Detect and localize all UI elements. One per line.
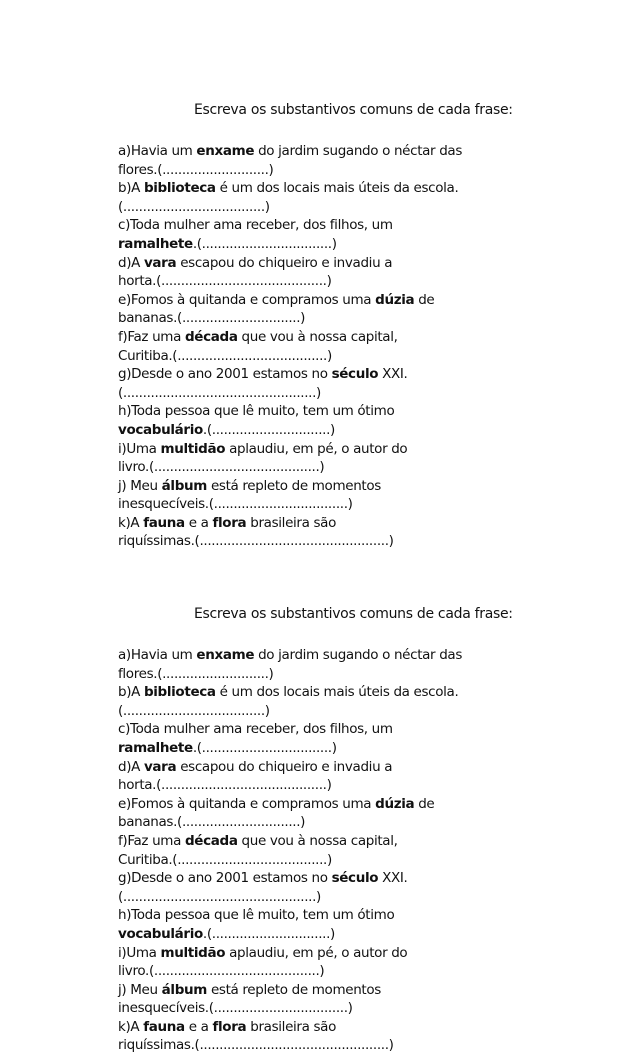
line-text: do jardim sugando o néctar das: [254, 143, 463, 159]
exercise-block-2: [118, 604, 538, 1054]
exercise-line: [118, 477, 538, 496]
line-text: do jardim sugando o néctar das: [254, 647, 463, 663]
exercise-line: [118, 888, 538, 907]
exercise-line: [118, 161, 538, 180]
exercise-title: Escreva os substantivos comuns de cada frase:: [194, 606, 513, 622]
highlighted-word: século: [331, 870, 379, 887]
line-text: b)A: [118, 684, 144, 701]
exercise-line: [118, 776, 538, 795]
highlighted-word: década: [184, 832, 238, 849]
exercise-line: [118, 216, 538, 235]
line-text: (....................................): [118, 198, 270, 215]
exercise-line: [118, 142, 538, 161]
line-text: escapou do chiqueiro e invadiu a: [176, 758, 393, 775]
line-text: brasileira são: [246, 514, 337, 531]
exercise-line: [118, 384, 538, 403]
line-text: é um dos locais mais úteis da escola.: [215, 180, 459, 197]
line-text: a)Havia um: [118, 647, 197, 663]
exercise-block-1: [118, 100, 538, 551]
highlighted-word: álbum: [161, 981, 208, 998]
exercise-line: [118, 272, 538, 291]
highlighted-word: biblioteca: [143, 684, 216, 701]
highlighted-word: ramalhete: [118, 739, 193, 756]
line-text: de: [414, 795, 435, 812]
line-text: .(.................................): [192, 235, 337, 252]
line-text: XXI.: [378, 366, 408, 383]
line-text: h)Toda pessoa que lê muito, tem um ótimo: [118, 403, 395, 420]
line-text: d)A: [118, 758, 144, 775]
exercise-line: [118, 402, 538, 421]
line-text: livro.(..........................................): [118, 963, 325, 980]
exercise-line: [118, 440, 538, 459]
line-text: flores.(...........................): [118, 665, 274, 682]
exercise-line: [118, 421, 538, 440]
exercise-line: [118, 328, 538, 347]
exercise-line: [118, 309, 538, 328]
line-text: c)Toda mulher ama receber, dos filhos, um: [118, 721, 393, 738]
exercise-line: [118, 495, 538, 514]
highlighted-word: flora: [212, 514, 247, 531]
line-text: Curitiba.(......................................): [118, 851, 332, 868]
highlighted-word: flora: [212, 1018, 247, 1035]
exercise-line: [118, 198, 538, 217]
line-text: brasileira são: [246, 1018, 337, 1035]
line-text: k)A: [118, 514, 144, 531]
line-text: inesquecíveis.(..................................): [118, 496, 353, 513]
highlighted-word: ramalhete: [118, 235, 193, 252]
exercise-line: [118, 702, 538, 721]
exercise-line: [118, 851, 538, 870]
line-text: (.................................................): [118, 888, 321, 905]
line-text: horta.(..........................................): [118, 777, 332, 794]
highlighted-word: vocabulário: [118, 925, 203, 942]
highlighted-word: século: [331, 366, 379, 383]
line-text: inesquecíveis.(..................................): [118, 1000, 353, 1017]
exercise-line: [118, 365, 538, 384]
exercise-line: [118, 683, 538, 702]
exercise-line: [118, 532, 538, 551]
exercise-line: [118, 739, 538, 758]
exercise-line: [118, 906, 538, 925]
line-text: f)Faz uma: [118, 328, 185, 345]
line-text: k)A: [118, 1018, 144, 1035]
exercise-title: Escreva os substantivos comuns de cada frase:: [194, 102, 513, 118]
line-text: aplaudiu, em pé, o autor do: [225, 944, 408, 961]
highlighted-word: dúzia: [375, 291, 415, 308]
exercise-line: [118, 944, 538, 963]
line-text: bananas.(..............................): [118, 814, 306, 831]
line-text: j) Meu: [118, 981, 162, 998]
exercise-line: [118, 962, 538, 981]
highlighted-word: enxame: [196, 143, 255, 159]
line-text: g)Desde o ano 2001 estamos no: [118, 366, 332, 383]
line-text: riquíssimas.(................................................): [118, 1037, 394, 1054]
exercise-line: [118, 720, 538, 739]
line-text: i)Uma: [118, 944, 161, 961]
line-text: d)A: [118, 254, 144, 271]
exercise-line: [118, 458, 538, 477]
highlighted-word: álbum: [161, 477, 208, 494]
line-text: e a: [184, 1018, 213, 1035]
highlighted-word: multidão: [160, 944, 226, 961]
exercise-line: [118, 925, 538, 944]
line-text: bananas.(..............................): [118, 310, 306, 327]
line-text: a)Havia um: [118, 143, 197, 159]
line-text: c)Toda mulher ama receber, dos filhos, um: [118, 217, 393, 234]
exercise-lines: [118, 646, 538, 1055]
exercise-line: [118, 981, 538, 1000]
line-text: (.................................................): [118, 384, 321, 401]
exercise-line: [118, 235, 538, 254]
line-text: e)Fomos à quitanda e compramos uma: [118, 795, 376, 812]
line-text: está repleto de momentos: [207, 477, 381, 494]
line-text: flores.(...........................): [118, 161, 274, 178]
exercise-line: [118, 291, 538, 310]
line-text: Curitiba.(......................................): [118, 347, 332, 364]
exercise-line: [118, 1018, 538, 1037]
line-text: h)Toda pessoa que lê muito, tem um ótimo: [118, 907, 395, 924]
highlighted-word: enxame: [196, 647, 255, 663]
exercise-line: [118, 646, 538, 665]
line-text: i)Uma: [118, 440, 161, 457]
highlighted-word: vocabulário: [118, 421, 203, 438]
highlighted-word: vara: [143, 758, 177, 775]
exercise-line: [118, 179, 538, 198]
line-text: que vou à nossa capital,: [237, 832, 398, 849]
line-text: e a: [184, 514, 213, 531]
highlighted-word: fauna: [143, 1018, 185, 1035]
highlighted-word: fauna: [143, 514, 185, 531]
line-text: escapou do chiqueiro e invadiu a: [176, 254, 393, 271]
line-text: riquíssimas.(................................................): [118, 533, 394, 550]
line-text: b)A: [118, 180, 144, 197]
line-text: .(..............................): [202, 925, 335, 942]
line-text: XXI.: [378, 870, 408, 887]
line-text: que vou à nossa capital,: [237, 328, 398, 345]
line-text: e)Fomos à quitanda e compramos uma: [118, 291, 376, 308]
exercise-line: [118, 347, 538, 366]
exercise-line: [118, 832, 538, 851]
exercise-line: [118, 665, 538, 684]
line-text: f)Faz uma: [118, 832, 185, 849]
exercise-line: [118, 869, 538, 888]
line-text: livro.(..........................................): [118, 459, 325, 476]
exercise-line: [118, 795, 538, 814]
line-text: .(.................................): [192, 739, 337, 756]
exercise-lines: [118, 142, 538, 551]
highlighted-word: década: [184, 328, 238, 345]
exercise-line: [118, 514, 538, 533]
line-text: (....................................): [118, 702, 270, 719]
exercise-line: [118, 999, 538, 1018]
line-text: aplaudiu, em pé, o autor do: [225, 440, 408, 457]
highlighted-word: dúzia: [375, 795, 415, 812]
highlighted-word: multidão: [160, 440, 226, 457]
line-text: está repleto de momentos: [207, 981, 381, 998]
exercise-line: [118, 813, 538, 832]
line-text: de: [414, 291, 435, 308]
highlighted-word: vara: [143, 254, 177, 271]
exercise-line: [118, 254, 538, 273]
exercise-line: [118, 758, 538, 777]
line-text: j) Meu: [118, 477, 162, 494]
line-text: g)Desde o ano 2001 estamos no: [118, 870, 332, 887]
line-text: horta.(..........................................): [118, 273, 332, 290]
line-text: .(..............................): [202, 421, 335, 438]
line-text: é um dos locais mais úteis da escola.: [215, 684, 459, 701]
highlighted-word: biblioteca: [143, 180, 216, 197]
exercise-line: [118, 1036, 538, 1055]
